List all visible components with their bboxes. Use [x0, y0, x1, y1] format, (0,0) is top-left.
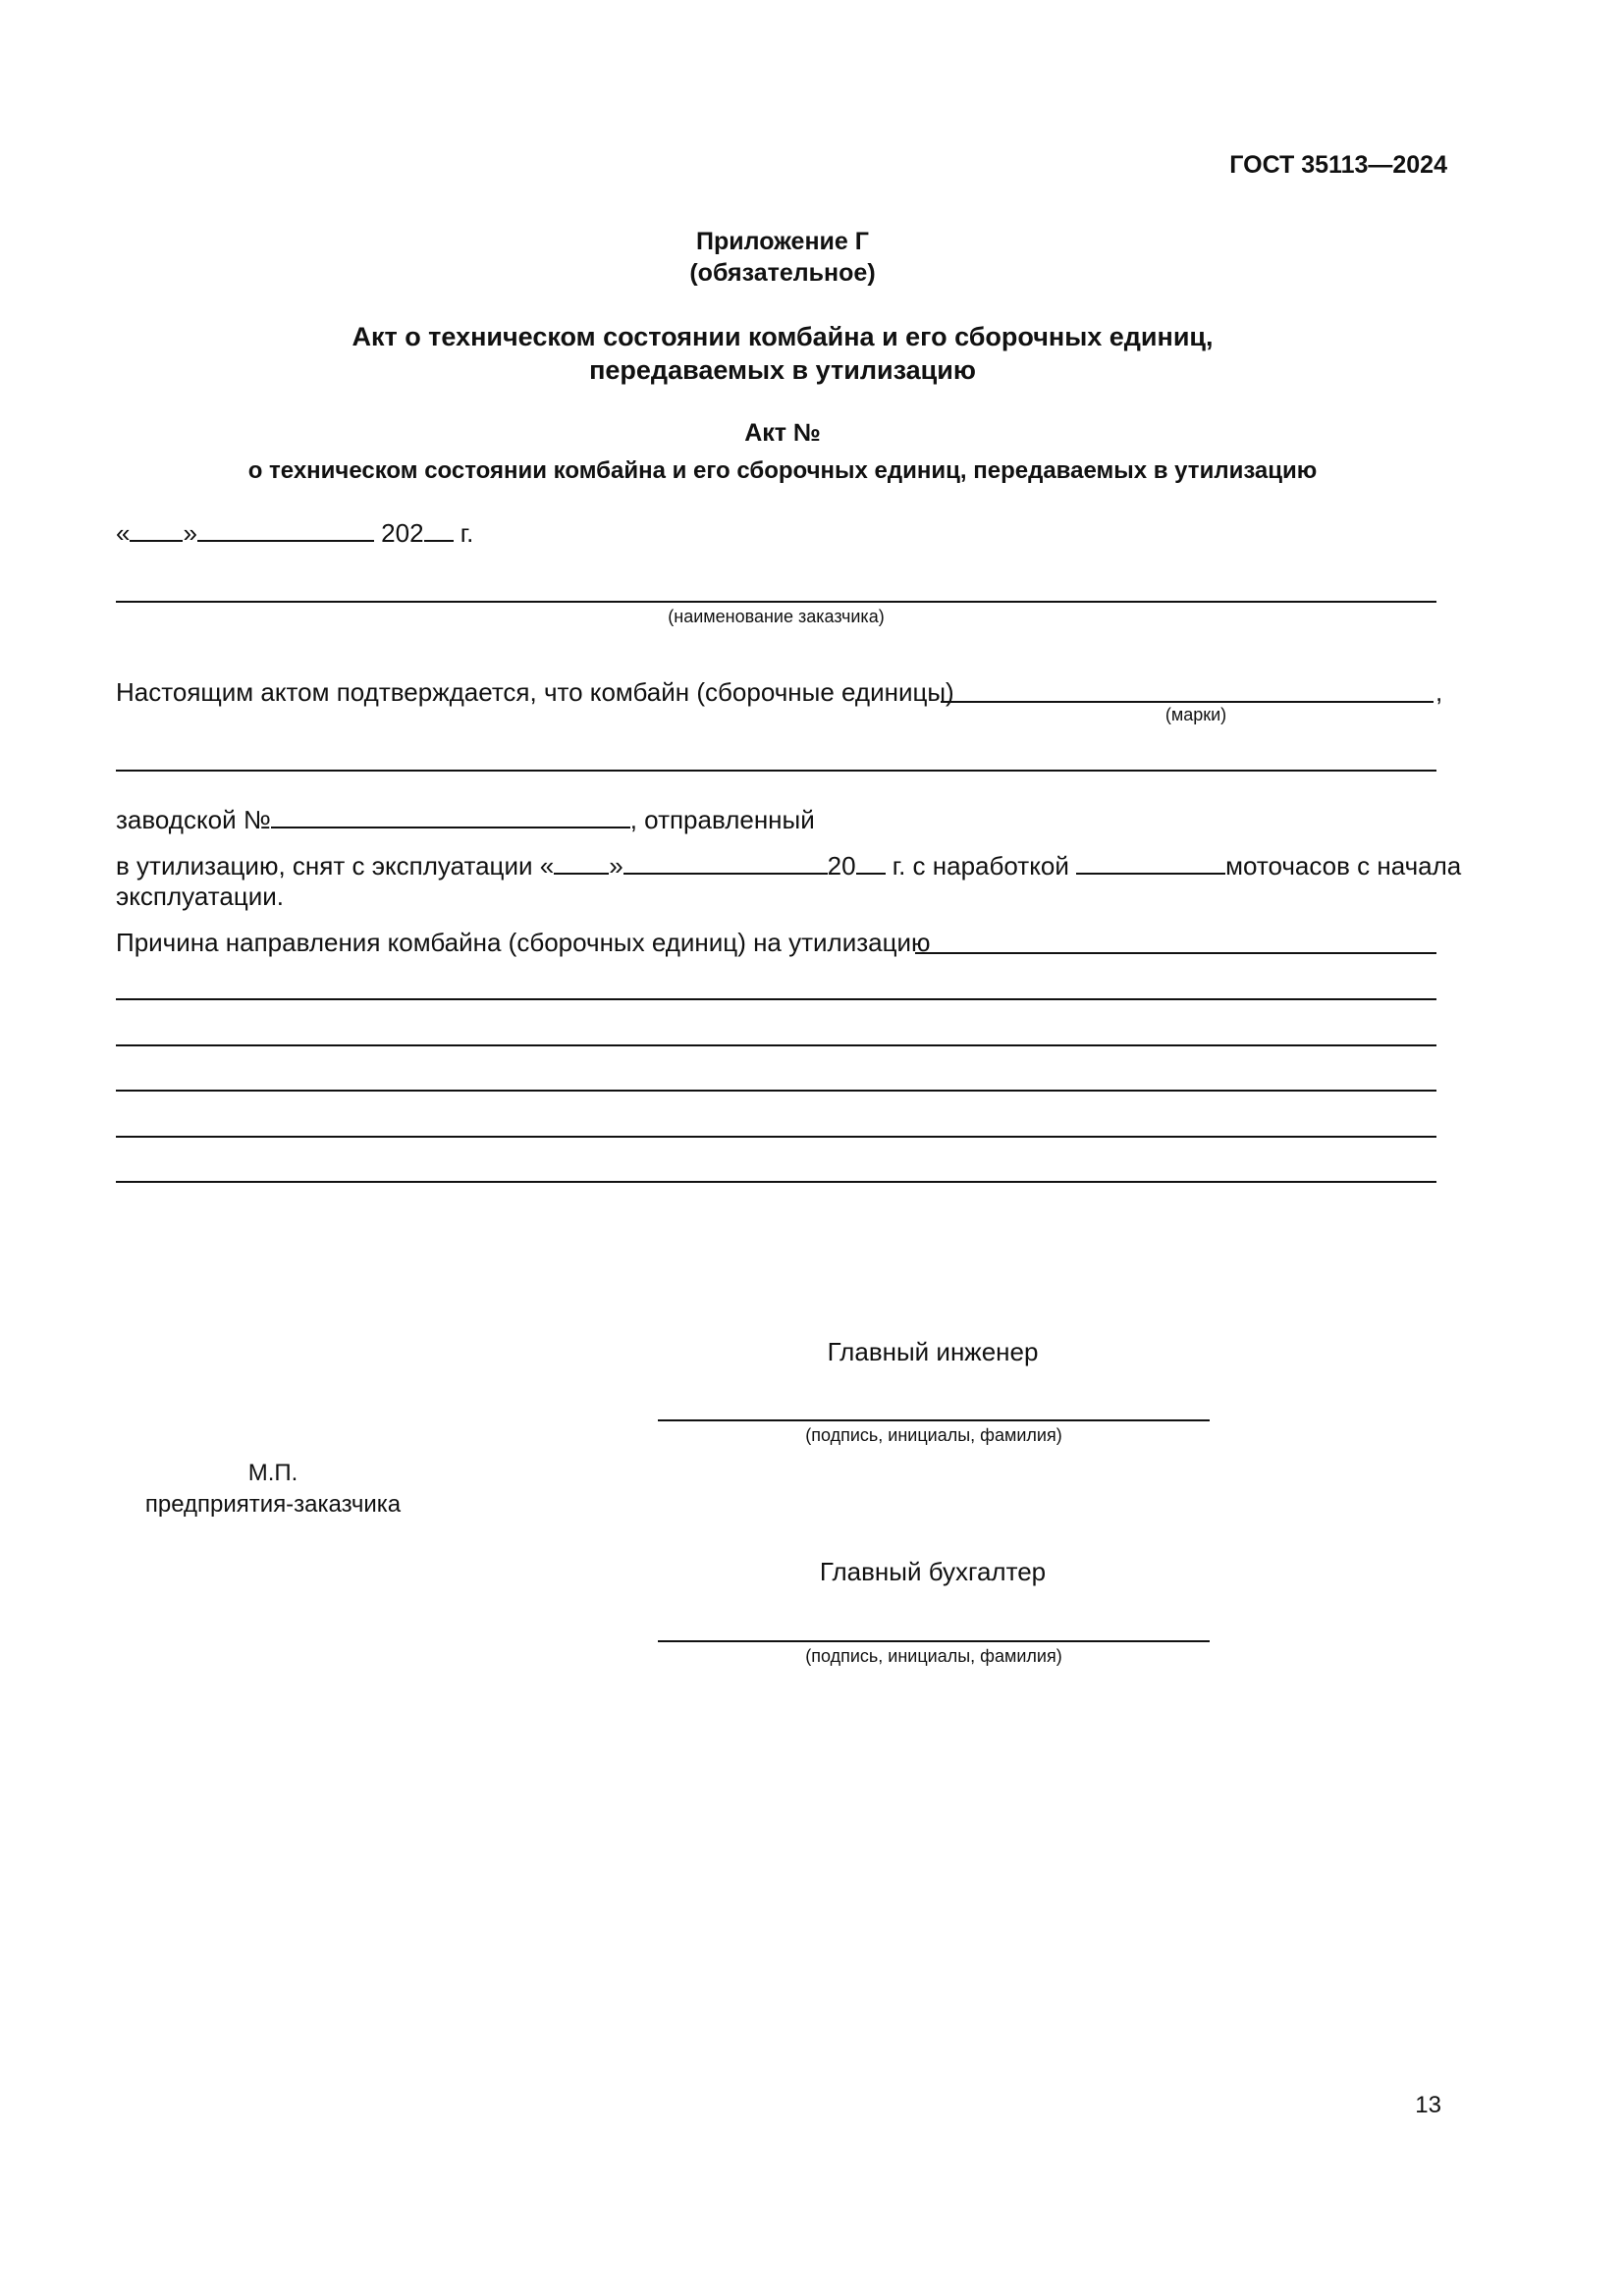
- decommission-part2: г. с наработкой: [885, 851, 1077, 881]
- act-number-label: Акт №: [744, 419, 821, 447]
- decommission-quote-close: »: [609, 851, 623, 881]
- customer-name-field[interactable]: [116, 601, 1436, 603]
- reason-line-4[interactable]: [116, 1136, 1436, 1138]
- decommission-line: [116, 851, 1461, 881]
- engineer-signature-field[interactable]: [658, 1419, 1210, 1421]
- document-code: ГОСТ 35113—2024: [1229, 151, 1447, 179]
- date-open-quote: «: [116, 518, 131, 548]
- reason-line-2[interactable]: [116, 1044, 1436, 1046]
- serial-label: заводской №: [116, 805, 271, 834]
- engineer-caption: (подпись, инициалы, фамилия): [805, 1425, 1062, 1445]
- page-number: 13: [1415, 2092, 1441, 2118]
- form-title-line1: Акт о техническом состоянии комбайна и его сборочных единиц,: [352, 322, 1214, 351]
- confirm-text: Настоящим актом подтверждается, что комбайн (сборочные единицы): [116, 677, 954, 707]
- engineer-title: Главный инженер: [827, 1337, 1039, 1366]
- serial-number-field[interactable]: [271, 805, 630, 828]
- decommission-year: 20: [827, 851, 856, 881]
- appendix-status: (обязательное): [689, 259, 876, 287]
- date-year-suffix: г.: [453, 518, 474, 548]
- model-continuation-field[interactable]: [116, 770, 1436, 772]
- accountant-caption: (подпись, инициалы, фамилия): [805, 1646, 1062, 1666]
- reason-line-3[interactable]: [116, 1090, 1436, 1092]
- reason-line-5[interactable]: [116, 1181, 1436, 1183]
- operating-hours-field[interactable]: [1076, 851, 1225, 875]
- reason-field[interactable]: [915, 952, 1436, 954]
- serial-suffix: , отправленный: [629, 805, 815, 834]
- decommission-part1: в утилизацию, снят с эксплуатации «: [116, 851, 555, 881]
- stamp-label: М.П.: [247, 1460, 298, 1486]
- reason-line-1[interactable]: [116, 998, 1436, 1000]
- date-line: [116, 518, 473, 549]
- decommission-day-field[interactable]: [554, 851, 609, 875]
- combine-model-field[interactable]: [941, 701, 1434, 703]
- date-year-field[interactable]: [424, 518, 454, 542]
- date-month-field[interactable]: [197, 518, 374, 542]
- form-title-line2: передаваемых в утилизацию: [589, 355, 976, 385]
- accountant-signature-field[interactable]: [658, 1640, 1210, 1642]
- decommission-line2: эксплуатации.: [116, 881, 285, 911]
- serial-line: [116, 805, 815, 835]
- decommission-month-field[interactable]: [623, 851, 828, 875]
- reason-text: Причина направления комбайна (сборочных единиц) на утилизацию: [116, 928, 931, 957]
- date-year-prefix: 202: [381, 518, 424, 548]
- date-day-field[interactable]: [130, 518, 183, 542]
- model-caption: (марки): [1164, 705, 1227, 724]
- confirm-comma: ,: [1435, 677, 1443, 707]
- date-close-quote: »: [183, 518, 197, 548]
- appendix-title: Приложение Г: [696, 228, 869, 255]
- decommission-part3: моточасов с начала: [1225, 851, 1462, 881]
- customer-caption: (наименование заказчика): [668, 607, 885, 626]
- decommission-year-field[interactable]: [856, 851, 886, 875]
- stamp-caption: предприятия-заказчика: [144, 1491, 402, 1518]
- accountant-title: Главный бухгалтер: [819, 1557, 1047, 1586]
- act-subtitle: о техническом состоянии комбайна и его сборочных единиц, передаваемых в утилизацию: [247, 457, 1318, 484]
